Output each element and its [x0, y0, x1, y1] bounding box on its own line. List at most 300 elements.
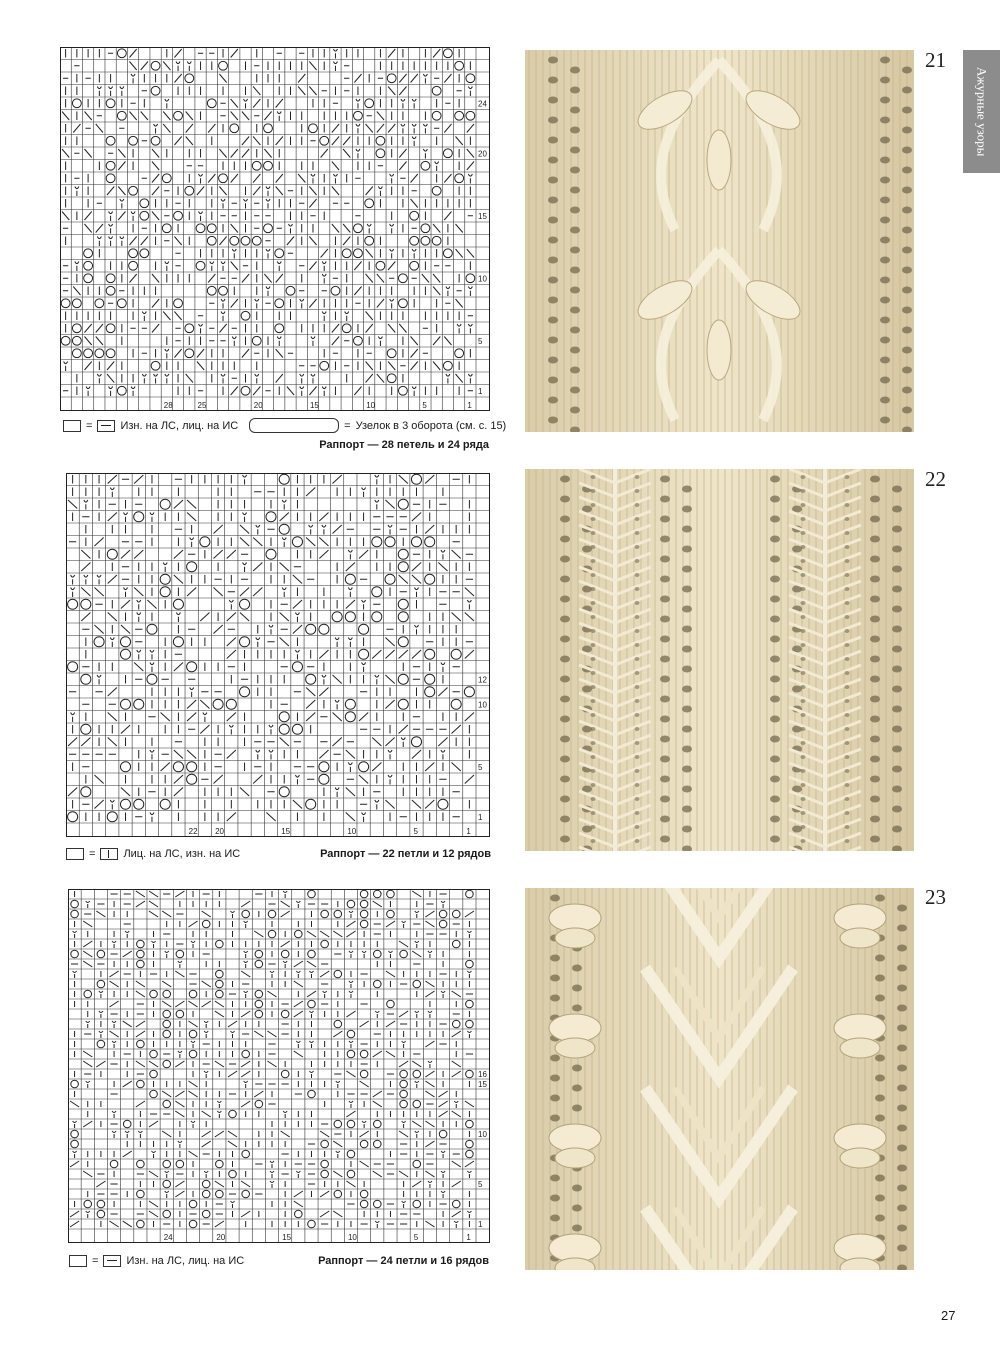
k2tog-symbol: [452, 1211, 461, 1217]
yarn-over-symbol: [373, 1140, 381, 1148]
k2tog-symbol: [399, 162, 406, 171]
yarn-over-symbol: [162, 224, 171, 233]
k2tog-symbol: [332, 337, 339, 346]
ssk-symbol: [366, 274, 373, 283]
yarn-over-symbol: [264, 161, 273, 170]
twisted-knit-symbol: [375, 475, 379, 485]
ssk-symbol: [188, 1021, 197, 1027]
ssk-symbol: [83, 1061, 92, 1067]
k2tog-symbol: [188, 921, 197, 927]
yarn-over-symbol: [202, 920, 210, 928]
yarn-over-symbol: [308, 1220, 316, 1228]
twisted-knit-symbol: [323, 991, 327, 998]
twisted-knit-symbol: [309, 1011, 313, 1018]
yarn-over-symbol: [150, 1090, 158, 1098]
k2tog-symbol: [227, 650, 236, 659]
yarn-over-symbol: [452, 1200, 460, 1208]
yarn-over-symbol: [466, 1140, 474, 1148]
k2tog-symbol: [175, 891, 184, 897]
twisted-knit-symbol: [375, 1011, 379, 1018]
yarn-over-symbol: [354, 336, 363, 345]
k2tog-symbol: [343, 137, 350, 146]
k2tog-symbol: [121, 550, 130, 559]
yarn-over-symbol: [71, 900, 79, 908]
yarn-over-symbol: [140, 199, 149, 208]
twisted-knit-symbol: [109, 387, 113, 397]
yarn-over-symbol: [398, 674, 408, 684]
yarn-over-symbol: [72, 299, 81, 308]
yarn-over-symbol: [281, 1010, 289, 1018]
knot-icon: [249, 418, 339, 433]
ssk-symbol: [333, 1141, 342, 1147]
yarn-over-symbol: [173, 637, 183, 647]
yarn-over-symbol: [117, 299, 126, 308]
twisted-knit-symbol: [125, 1131, 129, 1138]
yarn-over-symbol: [117, 386, 126, 395]
k2tog-symbol: [385, 700, 394, 709]
k2tog-symbol: [174, 788, 183, 797]
k2tog-symbol: [187, 588, 196, 597]
yarn-over-symbol: [229, 1170, 237, 1178]
k2tog-symbol: [219, 324, 226, 333]
k2tog-symbol: [293, 600, 302, 609]
ssk-symbol: [452, 1161, 461, 1167]
row-marker: 20: [478, 149, 487, 159]
twisted-knit-symbol: [467, 931, 471, 938]
k2tog-symbol: [319, 513, 328, 522]
twisted-knit-symbol: [204, 1071, 208, 1078]
yarn-over-symbol: [61, 336, 70, 345]
yarn-over-symbol: [345, 712, 355, 722]
k2tog-symbol: [136, 1031, 145, 1037]
twisted-knit-symbol: [414, 625, 418, 635]
twisted-knit-symbol: [131, 212, 135, 222]
twisted-knit-symbol: [402, 1121, 406, 1128]
yarn-over-symbol: [376, 261, 385, 270]
twisted-knit-symbol: [229, 725, 233, 735]
ssk-symbol: [94, 625, 103, 634]
yarn-over-symbol: [268, 910, 276, 918]
k2tog-symbol: [385, 650, 394, 659]
yarn-over-symbol: [150, 1070, 158, 1078]
legend-21-text-2: Узелок в 3 оборота (см. с. 15): [355, 419, 507, 432]
col-marker: 15: [309, 401, 319, 410]
k2tog-symbol: [359, 713, 368, 722]
dash-box-icon: [103, 1255, 121, 1267]
twisted-knit-symbol: [203, 713, 207, 723]
yarn-over-symbol: [187, 662, 197, 672]
ssk-symbol: [121, 788, 130, 797]
yarn-over-symbol: [321, 910, 329, 918]
yarn-over-symbol: [163, 1180, 171, 1188]
yarn-over-symbol: [466, 1070, 474, 1078]
k2tog-symbol: [108, 575, 117, 584]
yarn-over-symbol: [266, 549, 276, 559]
ssk-symbol: [174, 312, 181, 321]
twisted-knit-symbol: [349, 1101, 353, 1108]
ssk-symbol: [108, 613, 117, 622]
ssk-symbol: [188, 1091, 197, 1097]
k2tog-symbol: [276, 99, 283, 108]
twisted-knit-symbol: [163, 563, 167, 573]
k2tog-symbol: [96, 224, 103, 233]
ssk-symbol: [175, 1111, 184, 1117]
k2tog-symbol: [68, 738, 77, 747]
twisted-knit-symbol: [112, 1111, 116, 1118]
k2tog-symbol: [108, 513, 117, 522]
ssk-symbol: [197, 362, 204, 371]
yarn-over-symbol: [400, 950, 408, 958]
twisted-knit-symbol: [84, 500, 88, 510]
ssk-symbol: [83, 951, 92, 957]
twisted-knit-symbol: [322, 387, 326, 397]
yarn-over-symbol: [398, 549, 408, 559]
ssk-symbol: [276, 187, 283, 196]
ssk-symbol: [152, 149, 159, 158]
yarn-over-symbol: [342, 324, 351, 333]
ssk-symbol: [123, 1021, 132, 1027]
yarn-over-symbol: [160, 574, 170, 584]
twisted-knit-symbol: [467, 1031, 471, 1038]
k2tog-symbol: [186, 124, 193, 133]
k2tog-symbol: [161, 763, 170, 772]
k2tog-symbol: [264, 112, 271, 121]
ssk-symbol: [456, 249, 463, 258]
twisted-knit-symbol: [131, 74, 135, 84]
yarn-over-symbol: [439, 1130, 447, 1138]
twisted-knit-symbol: [428, 951, 432, 958]
k2tog-symbol: [354, 262, 361, 271]
twisted-knit-symbol: [99, 1011, 103, 1018]
yarn-over-symbol: [398, 499, 408, 509]
ssk-symbol: [465, 588, 474, 597]
k2tog-symbol: [354, 287, 361, 296]
k2tog-symbol: [412, 750, 421, 759]
twisted-knit-symbol: [86, 901, 90, 908]
twisted-knit-symbol: [124, 588, 128, 598]
k2tog-symbol: [388, 49, 395, 58]
yarn-over-symbol: [207, 286, 216, 295]
k2tog-symbol: [121, 600, 130, 609]
twisted-knit-symbol: [288, 224, 292, 234]
twisted-knit-symbol: [468, 324, 472, 334]
yarn-over-symbol: [466, 74, 475, 83]
twisted-knit-symbol: [277, 337, 281, 347]
ssk-symbol: [187, 750, 196, 759]
ssk-symbol: [412, 951, 421, 957]
k2tog-symbol: [332, 324, 339, 333]
ssk-symbol: [68, 500, 77, 509]
k2tog-symbol: [152, 299, 159, 308]
twisted-knit-symbol: [97, 575, 101, 585]
yarn-over-symbol: [308, 890, 316, 898]
twisted-knit-symbol: [282, 588, 286, 598]
yarn-over-symbol: [320, 136, 329, 145]
yarn-over-symbol: [425, 649, 435, 659]
k2tog-symbol: [321, 149, 328, 158]
col-marker: 1: [467, 401, 472, 410]
k2tog-symbol: [227, 713, 236, 722]
k2tog-symbol: [386, 921, 395, 927]
k2tog-symbol: [411, 74, 418, 83]
ssk-symbol: [149, 1201, 158, 1207]
k2tog-symbol: [231, 149, 238, 158]
yarn-over-symbol: [207, 224, 216, 233]
yarn-over-symbol: [387, 910, 395, 918]
yarn-over-symbol: [137, 960, 145, 968]
ssk-symbol: [399, 324, 406, 333]
k2tog-symbol: [70, 1221, 79, 1227]
twisted-knit-symbol: [73, 1121, 77, 1128]
yarn-over-symbol: [308, 1000, 316, 1008]
k2tog-symbol: [108, 475, 117, 484]
yarn-over-symbol: [439, 910, 447, 918]
yarn-over-symbol: [347, 1120, 355, 1128]
yarn-over-symbol: [334, 970, 342, 978]
yarn-over-symbol: [308, 950, 316, 958]
ssk-symbol: [456, 224, 463, 233]
k2tog-symbol: [412, 563, 421, 572]
ssk-symbol: [94, 588, 103, 597]
k2tog-symbol: [241, 1071, 250, 1077]
yarn-over-symbol: [279, 524, 289, 534]
ssk-symbol: [174, 575, 183, 584]
twisted-knit-symbol: [191, 1041, 195, 1048]
k2tog-symbol: [332, 137, 339, 146]
yarn-over-symbol: [137, 1220, 145, 1228]
ssk-symbol: [241, 1181, 250, 1187]
yarn-over-symbol: [97, 980, 105, 988]
twisted-knit-symbol: [84, 575, 88, 585]
twisted-knit-symbol: [311, 174, 315, 184]
yarn-over-symbol: [255, 1100, 263, 1108]
ssk-symbol: [73, 287, 80, 296]
ssk-symbol: [264, 274, 271, 283]
yarn-over-symbol: [140, 211, 149, 220]
yarn-over-symbol: [359, 624, 369, 634]
ssk-symbol: [188, 1001, 197, 1007]
twisted-knit-symbol: [412, 124, 416, 134]
yarn-over-symbol: [466, 111, 475, 120]
twisted-knit-symbol: [244, 991, 248, 998]
yarn-over-symbol: [275, 324, 284, 333]
ssk-symbol: [62, 212, 69, 221]
col-marker: 10: [366, 401, 376, 410]
yarn-over-symbol: [360, 1050, 368, 1058]
k2tog-symbol: [129, 49, 136, 58]
col-marker: 10: [347, 1233, 357, 1242]
ssk-symbol: [411, 199, 418, 208]
ssk-symbol: [320, 1131, 329, 1137]
yarn-over-symbol: [95, 299, 104, 308]
k2tog-symbol: [309, 199, 316, 208]
yarn-over-symbol: [137, 950, 145, 958]
twisted-knit-symbol: [150, 650, 154, 660]
twisted-knit-symbol: [446, 287, 450, 297]
k2tog-symbol: [81, 563, 90, 572]
k2tog-symbol: [425, 1071, 434, 1077]
twisted-knit-symbol: [73, 931, 77, 938]
twisted-knit-symbol: [356, 149, 360, 159]
twisted-knit-symbol: [295, 775, 299, 785]
twisted-knit-symbol: [256, 525, 260, 535]
ssk-symbol: [425, 1171, 434, 1177]
twisted-knit-symbol: [349, 951, 353, 958]
twisted-knit-symbol: [467, 1171, 471, 1178]
yarn-over-symbol: [360, 920, 368, 928]
ssk-symbol: [174, 237, 181, 246]
yarn-over-symbol: [410, 261, 419, 270]
twisted-knit-symbol: [402, 1201, 406, 1208]
yarn-over-symbol: [134, 799, 144, 809]
col-marker: 1: [466, 1233, 471, 1242]
twisted-knit-symbol: [71, 575, 75, 585]
ssk-symbol: [152, 162, 159, 171]
twisted-knit-symbol: [109, 87, 113, 97]
k2tog-symbol: [444, 174, 451, 183]
yarn-over-symbol: [411, 737, 421, 747]
twisted-knit-symbol: [415, 1131, 419, 1138]
k2tog-symbol: [276, 137, 283, 146]
yarn-over-symbol: [94, 637, 104, 647]
twisted-knit-symbol: [335, 700, 339, 710]
k2tog-symbol: [253, 588, 262, 597]
k2tog-symbol: [241, 901, 250, 907]
yarn-over-symbol: [176, 950, 184, 958]
k2tog-symbol: [253, 174, 260, 183]
ssk-symbol: [425, 1221, 434, 1227]
ssk-symbol: [254, 1031, 263, 1037]
yarn-over-symbol: [410, 236, 419, 245]
ssk-symbol: [309, 62, 316, 71]
yarn-over-symbol: [97, 1040, 105, 1048]
ssk-symbol: [281, 901, 290, 907]
k2tog-symbol: [412, 650, 421, 659]
twisted-knit-symbol: [97, 675, 101, 685]
yarn-over-symbol: [242, 910, 250, 918]
k2tog-symbol: [254, 1091, 263, 1097]
yarn-over-symbol: [117, 49, 126, 58]
twisted-knit-symbol: [362, 488, 366, 498]
k2tog-symbol: [333, 1031, 342, 1037]
k2tog-symbol: [202, 1001, 211, 1007]
ssk-symbol: [465, 1101, 474, 1107]
k2tog-symbol: [320, 1191, 329, 1197]
yarn-over-symbol: [373, 950, 381, 958]
pattern-number-23: 23: [925, 885, 946, 909]
k2tog-symbol: [465, 1161, 474, 1167]
k2tog-symbol: [399, 87, 406, 96]
ssk-symbol: [149, 1211, 158, 1217]
ssk-symbol: [186, 137, 193, 146]
ssk-symbol: [452, 991, 461, 997]
row-marker: 10: [478, 274, 487, 284]
twisted-knit-symbol: [269, 725, 273, 735]
twisted-knit-symbol: [243, 513, 247, 523]
twisted-knit-symbol: [210, 262, 214, 272]
row-marker: 5: [478, 1180, 483, 1189]
yarn-over-symbol: [411, 537, 421, 547]
ssk-symbol: [202, 1111, 211, 1117]
yarn-over-symbol: [455, 111, 464, 120]
twisted-knit-symbol: [296, 1171, 300, 1178]
yarn-over-symbol: [137, 940, 145, 948]
ssk-symbol: [219, 187, 226, 196]
yarn-over-symbol: [360, 1190, 368, 1198]
twisted-knit-symbol: [415, 1011, 419, 1018]
ssk-symbol: [253, 137, 260, 146]
yarn-over-symbol: [365, 236, 374, 245]
ssk-symbol: [219, 74, 226, 83]
legend-21: = Изн. на ЛС, лиц. на ИС = Узелок в 3 оборота (см. с. 15): [63, 418, 506, 433]
ssk-symbol: [333, 675, 342, 684]
twisted-knit-symbol: [362, 600, 366, 610]
ssk-symbol: [294, 1051, 303, 1057]
yarn-over-symbol: [189, 1200, 197, 1208]
yarn-over-symbol: [411, 474, 421, 484]
twisted-knit-symbol: [362, 813, 366, 823]
row-marker: 5: [478, 336, 483, 346]
ssk-symbol: [399, 475, 408, 484]
ssk-symbol: [94, 775, 103, 784]
col-marker: 10: [347, 827, 357, 836]
k2tog-symbol: [294, 961, 303, 967]
ssk-symbol: [162, 1001, 171, 1007]
yarn-over-symbol: [398, 562, 408, 572]
yarn-over-symbol: [387, 349, 396, 358]
ssk-symbol: [70, 1101, 79, 1107]
yarn-over-symbol: [137, 1040, 145, 1048]
twisted-knit-symbol: [457, 324, 461, 334]
yarn-over-symbol: [398, 274, 407, 283]
k2tog-symbol: [354, 74, 361, 83]
k2tog-symbol: [372, 650, 381, 659]
twisted-knit-symbol: [412, 387, 416, 397]
twisted-knit-symbol: [244, 921, 248, 928]
twisted-knit-symbol: [243, 563, 247, 573]
twisted-knit-symbol: [378, 337, 382, 347]
yarn-over-symbol: [216, 970, 224, 978]
ssk-symbol: [231, 262, 238, 271]
k2tog-symbol: [439, 1101, 448, 1107]
ssk-symbol: [83, 1051, 92, 1057]
ssk-symbol: [386, 971, 395, 977]
k2tog-symbol: [68, 788, 77, 797]
yarn-over-symbol: [216, 1160, 224, 1168]
yarn-over-symbol: [319, 774, 329, 784]
twisted-knit-symbol: [311, 337, 315, 347]
ssk-symbol: [109, 1031, 118, 1037]
yarn-over-symbol: [81, 674, 91, 684]
yarn-over-symbol: [306, 624, 316, 634]
twisted-knit-symbol: [375, 1221, 379, 1228]
twisted-knit-symbol: [221, 262, 225, 272]
ssk-symbol: [202, 911, 211, 917]
yarn-over-symbol: [150, 1050, 158, 1058]
ssk-symbol: [280, 613, 289, 622]
twisted-knit-symbol: [152, 941, 156, 948]
yarn-over-symbol: [189, 1050, 197, 1058]
k2tog-symbol: [425, 1141, 434, 1147]
yarn-over-symbol: [106, 349, 115, 358]
k2tog-symbol: [359, 550, 368, 559]
knit-photo-21: [525, 50, 914, 432]
yarn-over-symbol: [443, 361, 452, 370]
k2tog-symbol: [309, 299, 316, 308]
k2tog-symbol: [107, 187, 114, 196]
k2tog-symbol: [333, 525, 342, 534]
k2tog-symbol: [452, 1031, 461, 1037]
